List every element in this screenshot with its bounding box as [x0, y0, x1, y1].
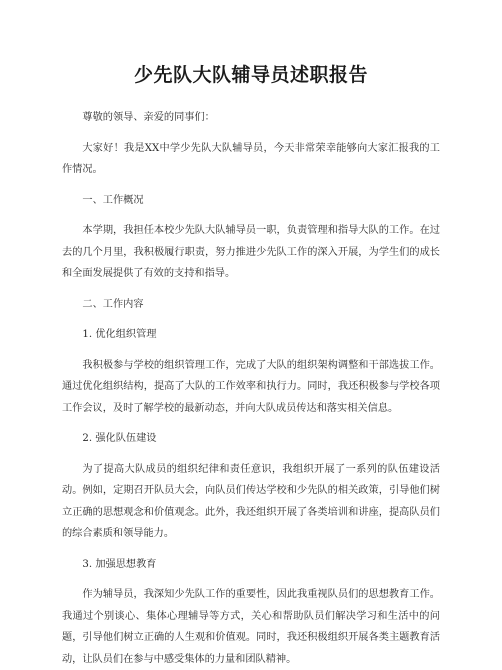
organization-paragraph: 我积极参与学校的组织管理工作，完成了大队的组织架构调整和干部选拔工作。通过优化组织结构，提高了大队的工作效率和执行力。同时，我还积极参与学校各项工作会议，及时了解学校的最新动态，并向大队成员传达和落实相关信息。	[62, 359, 440, 414]
education-paragraph: 作为辅导员，我深知少先队工作的重要性，因此我重视队员们的思想教育工作。我通过个别谈心、集体心理辅导等方式，关心和帮助队员们解决学习和生活中的问题，引导他们树立正确的人生观和价值观。同时，我还积极组织开展各类主题教育活动，让队员们在参与中感受集体的力量和团队精神。	[62, 589, 440, 665]
document-title: 少先队大队辅导员述职报告	[133, 64, 368, 86]
item-heading-organization: 1. 优化组织管理	[82, 329, 157, 340]
intro-paragraph: 大家好！我是XX中学少先队大队辅导员，今天非常荣幸能够向大家汇报我的工作情况。	[62, 142, 440, 175]
team-paragraph: 为了提高大队成员的组织纪律和责任意识，我组织开展了一系列的队伍建设活动。例如，定期召开队员大会，向队员们传达学校和少先队的相关政策，引导他们树立正确的思想观念和价值观念。此外，我还组织开展了各类培训和讲座，提高队员们的综合素质和领导能力。	[62, 463, 440, 539]
greeting: 尊敬的领导、亲爱的同事们：	[82, 112, 215, 123]
item-heading-education: 3. 加强思想教育	[82, 558, 157, 570]
section-heading-overview: 一、工作概况	[82, 194, 144, 206]
item-heading-team: 2. 强化队伍建设	[82, 433, 157, 444]
overview-paragraph: 本学期，我担任本校少先队大队辅导员一职，负责管理和指导大队的工作。在过去的几个月里，我积极履行职责，努力推进少先队工作的深入开展，为学生们的成长和全面发展提供了有效的支持和指导。	[62, 225, 440, 279]
section-heading-content: 二、工作内容	[82, 298, 144, 310]
